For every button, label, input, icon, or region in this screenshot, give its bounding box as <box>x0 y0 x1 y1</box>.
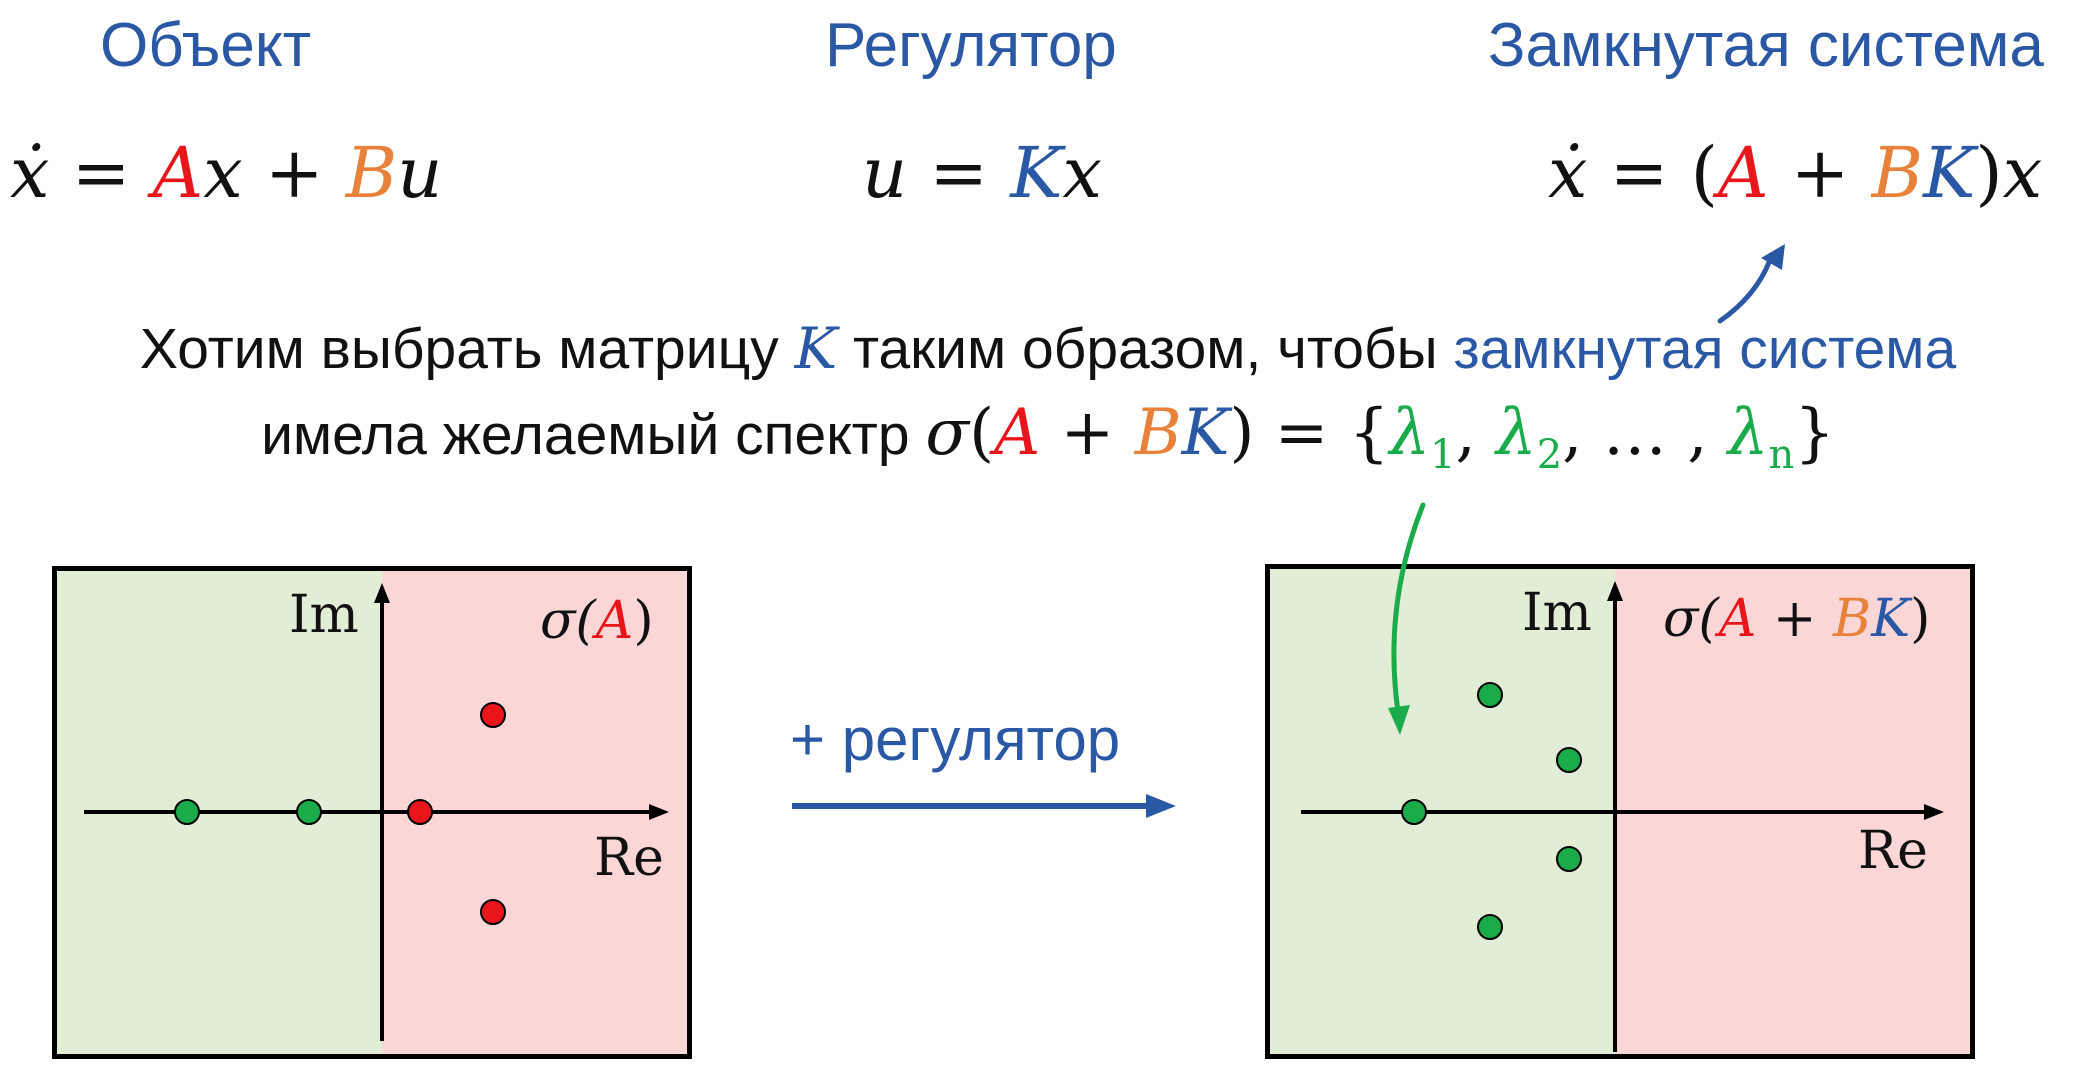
statement-line-1 <box>0 316 2096 382</box>
curved-arrow-to-equation <box>1720 260 1770 321</box>
statement-matrix-k: K <box>794 316 838 382</box>
equation-object <box>10 132 442 214</box>
regulator-arrow-head <box>1146 794 1176 818</box>
im-label: Im <box>1522 583 1592 643</box>
eq-plus: + <box>242 132 346 214</box>
paren: ( <box>969 396 995 470</box>
sigma-symbol: σ( <box>1663 589 1719 649</box>
re-label: Re <box>1858 821 1928 881</box>
eq-u: u <box>397 132 443 214</box>
eq-xdot: ẋ <box>1548 132 1588 214</box>
spectrum-label <box>540 591 654 651</box>
plus: + <box>1756 589 1833 649</box>
eq-xdot: ẋ <box>10 132 50 214</box>
lambda-sub-2: 2 <box>1536 431 1563 478</box>
lambda-2: λ <box>1496 396 1537 470</box>
statement-highlight: замкнутая система <box>1453 317 1957 381</box>
eq-u: u <box>862 132 908 214</box>
sigma-symbol: σ( <box>540 591 596 651</box>
panel-open-loop-spectrum <box>52 566 692 1059</box>
eq-matrix-b: B <box>345 132 398 214</box>
eq-equals: = <box>907 132 1011 214</box>
eq-equals-paren: = ( <box>1587 132 1718 214</box>
re-label: Re <box>594 828 664 888</box>
paren-equals-brace: ) = { <box>1229 396 1390 470</box>
matrix-k: K <box>1871 589 1911 649</box>
paren: ) <box>1910 589 1931 649</box>
eq-close-paren: ) <box>1975 132 2003 214</box>
eq-x: x <box>203 132 243 214</box>
equation-regulator <box>862 132 1102 214</box>
comma: , <box>1687 396 1728 470</box>
equation-closed-loop <box>1548 132 2042 214</box>
statement-text: Хотим выбрать матрицу <box>139 317 795 381</box>
comma: , <box>1455 396 1497 470</box>
spectrum-formula <box>925 396 1835 478</box>
matrix-a: A <box>1718 589 1757 649</box>
header-closed-loop: Замкнутая система <box>1488 11 2044 80</box>
matrix-b: B <box>1833 589 1872 649</box>
statement-text: имела желаемый спектр <box>261 403 926 467</box>
spectrum-label <box>1663 589 1930 649</box>
eq-x: x <box>1062 132 1103 214</box>
header-object: Объект <box>100 11 312 80</box>
sigma-symbol: σ <box>925 396 970 470</box>
matrix-a: A <box>595 591 634 651</box>
comma: , <box>1562 396 1603 470</box>
matrix-b: B <box>1134 396 1182 470</box>
eq-matrix-a: A <box>152 132 204 214</box>
curved-arrow-head <box>1761 244 1785 270</box>
matrix-a: A <box>994 396 1041 470</box>
im-label: Im <box>289 585 359 645</box>
header-regulator: Регулятор <box>825 11 1117 80</box>
regulator-arrow-label: + регулятор <box>790 706 1121 773</box>
eq-x: x <box>2002 132 2043 214</box>
eq-matrix-k: K <box>1010 132 1063 214</box>
matrix-k: K <box>1181 396 1230 470</box>
statement-line-2 <box>0 396 2096 478</box>
panel-closed-loop-spectrum <box>1265 564 1975 1059</box>
lambda-sub-n: n <box>1768 431 1795 478</box>
lambda-n: λ <box>1727 396 1769 470</box>
plus: + <box>1040 396 1135 470</box>
eq-equals: = <box>49 132 153 214</box>
paren: ) <box>633 591 654 651</box>
eq-matrix-k: K <box>1923 132 1976 214</box>
eq-matrix-a: A <box>1717 132 1769 214</box>
ellipsis: … <box>1602 396 1688 470</box>
close-brace: } <box>1794 396 1835 470</box>
eq-matrix-b: B <box>1871 132 1924 214</box>
lambda-sub-1: 1 <box>1430 431 1456 478</box>
lambda-1: λ <box>1389 396 1431 470</box>
statement-text: таким образом, чтобы <box>837 317 1454 381</box>
eq-plus: + <box>1768 132 1872 214</box>
